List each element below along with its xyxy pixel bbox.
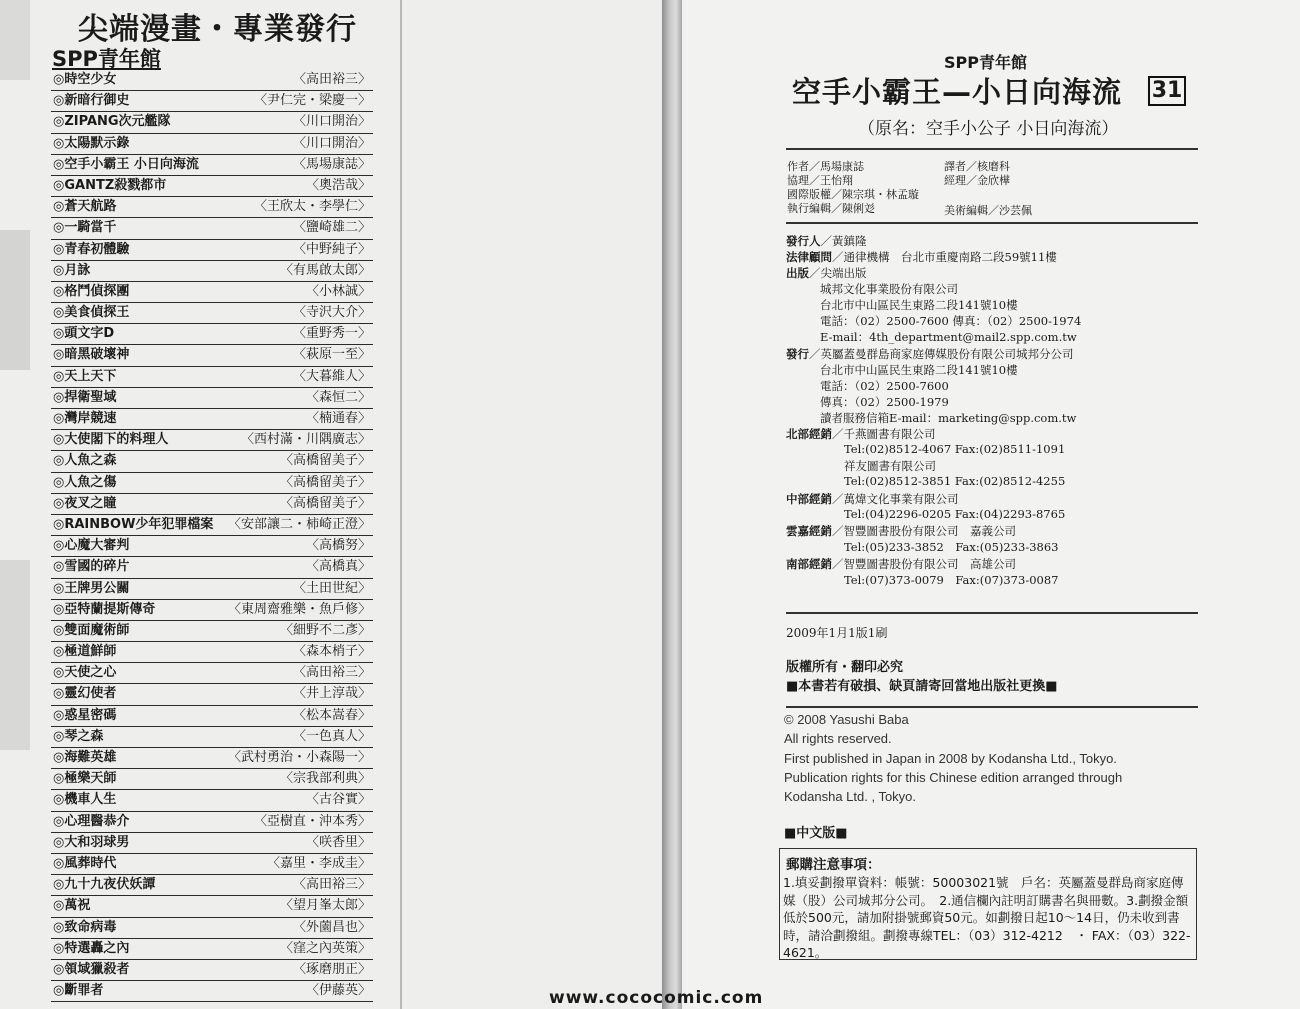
- mail-order-text: 1.填妥劃撥單資料：帳號：50003021號 戶名：英屬蓋曼群島商家庭傳媒（股）公司城邦分公司。 2.通信欄內註明訂購書名與冊數。3.劃撥金額低於500元，請加附掛號郵資50元。如劃撥日起10～14日，仍未收到書時，請洽劃撥組。劃撥專線TEL：（03）312-4212 ・ FAX：（03）322-4621。: [783, 875, 1191, 960]
- publishing-line: [820, 394, 949, 410]
- edge-strip: [0, 230, 30, 370]
- publishing-line: [820, 378, 949, 394]
- catalog-title: ◎太陽默示錄: [53, 135, 130, 151]
- publishing-text: Tel:(07)373-0079 Fax:(07)373-0087: [844, 573, 1059, 587]
- publishing-line: [844, 458, 936, 474]
- catalog-author: 〈亞樹直・沖本秀〉: [253, 813, 371, 829]
- catalog-title: ◎特選轟之內: [53, 940, 130, 956]
- catalog-title: ◎極樂天師: [53, 771, 117, 787]
- publishing-label: 發行: [786, 347, 809, 361]
- catalog-row: [51, 854, 373, 875]
- catalog-row: [51, 769, 373, 790]
- catalog-title: ◎惑星密碼: [53, 707, 117, 723]
- publishing-line: [844, 442, 1065, 456]
- mail-order-heading: 郵購注意事項：: [786, 857, 881, 873]
- copyright-line: © 2008 Yasushi Baba: [784, 712, 909, 727]
- catalog-row: [51, 748, 373, 769]
- catalog-row: [51, 790, 373, 811]
- publishing-line: [820, 410, 1076, 426]
- catalog-row: [51, 303, 373, 324]
- catalog-title: ◎蒼天航路: [53, 199, 117, 215]
- publishing-label: 雲嘉經銷: [786, 524, 832, 538]
- volume-number: 31: [1148, 76, 1186, 106]
- publishing-text: 電話：（02）2500-7600: [820, 379, 949, 393]
- catalog-title: ◎時空少女: [53, 72, 117, 87]
- catalog-row: [51, 112, 373, 133]
- divider: [786, 148, 1198, 150]
- catalog-author: 〈咲香里〉: [305, 834, 371, 850]
- catalog-row: [51, 536, 373, 557]
- catalog-author: 〈川口開治〉: [292, 135, 371, 151]
- catalog-author: 〈王欣太・李學仁〉: [253, 199, 371, 215]
- catalog-row: [51, 345, 373, 366]
- catalog-author: 〈高橋真〉: [305, 559, 371, 575]
- catalog-title: ◎美食偵探王: [53, 305, 130, 321]
- publishing-text: E-mail：4th_department@mail2.spp.com.tw: [820, 330, 1077, 344]
- mail-order-box: [779, 848, 1197, 960]
- catalog-author: 〈川口開治〉: [292, 114, 371, 130]
- copyright-line: All rights reserved.: [784, 731, 892, 746]
- catalog-author: 〈井上淳哉〉: [292, 686, 371, 702]
- edge-strip: [0, 560, 30, 750]
- catalog-author: 〈高田裕三〉: [292, 665, 371, 681]
- publishing-line: [786, 523, 1016, 539]
- publishing-text: 台北市中山區民生東路二段141號10樓: [820, 298, 1018, 312]
- original-title: （原名：空手小公子 小日向海流）: [858, 119, 1119, 139]
- catalog-author: 〈中野純子〉: [292, 241, 371, 257]
- catalog-author: 〈土田世紀〉: [292, 580, 371, 596]
- publishing-line: [786, 249, 1057, 265]
- catalog-author: 〈大暮維人〉: [292, 368, 371, 384]
- catalog-row: [51, 579, 373, 600]
- damage-notice: ■本書若有破損、缺頁請寄回當地出版社更換■: [786, 679, 1058, 694]
- catalog-title: ◎萬祝: [53, 898, 91, 914]
- catalog-title: ◎九十九夜伏妖譚: [53, 877, 156, 893]
- catalog-row: [51, 176, 373, 197]
- catalog-title: ◎格鬥偵探團: [53, 283, 130, 299]
- catalog-author: 〈窪之內英策〉: [279, 940, 371, 956]
- catalog-author: 〈森恒二〉: [305, 389, 371, 405]
- publishing-text: Tel:(02)8512-3851 Fax:(02)8512-4255: [844, 474, 1066, 488]
- publishing-text: ／通律機構 台北市重慶南路二段59號11樓: [832, 250, 1057, 264]
- series-label: SPP青年館: [944, 53, 1027, 72]
- catalog-author: 〈望月峯太郎〉: [279, 898, 371, 914]
- publishing-line: [820, 281, 958, 297]
- publishing-line: [786, 346, 1074, 362]
- catalog-row: [51, 557, 373, 578]
- catalog-title: ◎靈幻使者: [53, 686, 117, 702]
- publishing-line: [820, 297, 1018, 313]
- catalog-row: [51, 960, 373, 981]
- catalog-list: [51, 70, 373, 1002]
- publishing-label: 法律顧問: [786, 250, 832, 264]
- catalog-author: 〈伊藤英〉: [305, 983, 371, 999]
- catalog-title: ◎人魚之森: [53, 453, 117, 469]
- catalog-title: ◎雪國的碎片: [53, 559, 130, 575]
- catalog-author: 〈嘉里・李成圭〉: [266, 855, 371, 871]
- catalog-author: 〈東周齋雅樂・魚戶修〉: [227, 601, 371, 617]
- catalog-row: [51, 833, 373, 854]
- publishing-line: [820, 362, 1018, 378]
- catalog-row: [51, 261, 373, 282]
- catalog-row: [51, 600, 373, 621]
- catalog-row: [51, 155, 373, 176]
- catalog-author: 〈安部讓二・柿崎正澄〉: [227, 516, 371, 532]
- catalog-row: [51, 642, 373, 663]
- chinese-edition-label: ■中文版■: [784, 826, 848, 841]
- catalog-title: ◎夜叉之瞳: [53, 495, 117, 511]
- catalog-author: 〈馬場康誌〉: [292, 156, 371, 172]
- divider: [786, 222, 1198, 224]
- publishing-label: 南部經銷: [786, 557, 832, 571]
- publishing-text: ／智豐圖書股份有限公司 高雄公司: [832, 557, 1016, 571]
- catalog-author: 〈高橋留美子〉: [279, 453, 371, 469]
- credit-line: 協理／王怡翔: [787, 174, 853, 187]
- catalog-title: ◎斷罪者: [53, 983, 104, 999]
- publishing-line: [820, 313, 1081, 329]
- publishing-label: 北部經銷: [786, 427, 832, 441]
- catalog-row: [51, 134, 373, 155]
- catalog-title: ◎GANTZ殺戮都市: [53, 177, 167, 193]
- publishing-text: Tel:(04)2296-0205 Fax:(04)2293-8765: [844, 507, 1066, 521]
- catalog-author: 〈楠通春〉: [305, 411, 371, 426]
- edge-strip: [0, 0, 30, 80]
- credit-line: 執行編輯／陳俐彣: [787, 202, 875, 215]
- divider: [786, 706, 1198, 708]
- catalog-title: ◎致命病毒: [53, 919, 117, 935]
- catalog-row: [51, 896, 373, 917]
- catalog-title: ◎天上天下: [53, 368, 117, 384]
- edition-date: 2009年1月1版1刷: [786, 626, 888, 640]
- publishing-line: [844, 539, 1058, 555]
- catalog-title: ◎一騎當千: [53, 220, 117, 236]
- publishing-text: 台北市中山區民生東路二段141號10樓: [820, 363, 1018, 377]
- catalog-author: 〈古谷實〉: [305, 792, 371, 808]
- catalog-title: ◎月詠: [53, 262, 91, 278]
- publishing-text: 祥友圖書有限公司: [844, 459, 936, 473]
- catalog-author: 〈高橋留美子〉: [279, 495, 371, 511]
- catalog-row: [51, 451, 373, 472]
- catalog-author: 〈小林誠〉: [305, 283, 371, 299]
- catalog-title: ◎新暗行御史: [53, 93, 130, 109]
- copyright-line: Publication rights for this Chinese edition arranged through: [784, 770, 1123, 785]
- catalog-title: ◎天使之心: [53, 665, 117, 681]
- catalog-title: ◎灣岸競速: [53, 411, 117, 426]
- catalog-row: [51, 473, 373, 494]
- catalog-author: 〈外薗昌也〉: [292, 919, 371, 935]
- catalog-row: [51, 981, 373, 1002]
- book-gutter: [662, 0, 682, 1009]
- catalog-row: [51, 388, 373, 409]
- catalog-row: [51, 812, 373, 833]
- catalog-title: ◎頭文字D: [53, 326, 115, 342]
- catalog-row: [51, 240, 373, 261]
- catalog-author: 〈有馬啟太郎〉: [279, 262, 371, 278]
- catalog-title: ◎大和羽球男: [53, 834, 130, 850]
- catalog-row: [51, 197, 373, 218]
- publishing-text: ／英屬蓋曼群島商家庭傳媒股份有限公司城邦分公司: [809, 347, 1074, 361]
- series-heading: SPP青年館: [52, 47, 161, 71]
- catalog-title: ◎ZIPANG次元艦隊: [53, 114, 171, 130]
- catalog-title: ◎雙面魔術師: [53, 622, 130, 638]
- catalog-author: 〈尹仁完・梁慶一〉: [253, 93, 371, 109]
- publishing-label: 出版: [786, 266, 809, 280]
- catalog-row: [51, 684, 373, 705]
- catalog-title: ◎大使閣下的料理人: [53, 432, 169, 448]
- catalog-row: [51, 70, 373, 91]
- catalog-title: ◎暗黑破壞神: [53, 347, 130, 363]
- catalog-author: 〈一色真人〉: [292, 728, 371, 744]
- copyright-line: First published in Japan in 2008 by Kodansha Ltd., Tokyo.: [784, 751, 1117, 766]
- publisher-header: 尖端漫畫・專業發行: [78, 12, 357, 47]
- copyright-line: Kodansha Ltd. , Tokyo.: [784, 789, 917, 804]
- catalog-row: [51, 409, 373, 430]
- credit-line: 美術編輯／沙芸佩: [944, 204, 1032, 217]
- publishing-line: [786, 491, 959, 507]
- publishing-text: ／黃鎮隆: [820, 234, 867, 248]
- catalog-author: 〈森本梢子〉: [292, 644, 371, 660]
- catalog-author: 〈宗我部利典〉: [279, 771, 371, 787]
- catalog-title: ◎極道鮮師: [53, 644, 117, 660]
- credit-line: 國際版權／陳宗琪・林孟璇: [787, 188, 919, 201]
- publishing-line: [786, 556, 1016, 572]
- fold-line: [400, 0, 402, 1009]
- publishing-line: [844, 572, 1058, 588]
- catalog-title: ◎亞特蘭提斯傳奇: [53, 601, 156, 617]
- catalog-author: 〈高橋留美子〉: [279, 474, 371, 490]
- publishing-text: ／萬煒文化事業有限公司: [832, 492, 959, 506]
- catalog-author: 〈高田裕三〉: [292, 72, 371, 87]
- catalog-row: [51, 91, 373, 112]
- catalog-row: [51, 939, 373, 960]
- catalog-author: 〈武村勇治・小森陽一〉: [227, 750, 371, 765]
- catalog-title: ◎心魔大審判: [53, 538, 130, 554]
- catalog-title: ◎領域獵殺者: [53, 961, 130, 977]
- catalog-author: 〈高橋努〉: [305, 538, 371, 554]
- credit-line: 經理／金欣樺: [944, 174, 1010, 187]
- publishing-line: [844, 474, 1065, 488]
- publishing-text: 城邦文化事業股份有限公司: [820, 282, 958, 296]
- catalog-author: 〈琢磨朋正〉: [292, 961, 371, 977]
- catalog-title: ◎青春初體驗: [53, 241, 130, 257]
- publishing-text: 讀者服務信箱E-mail：marketing@spp.com.tw: [820, 411, 1077, 425]
- site-watermark: www.cococomic.com: [549, 988, 764, 1008]
- catalog-row: [51, 918, 373, 939]
- catalog-title: ◎人魚之傷: [53, 474, 117, 490]
- catalog-title: ◎王牌男公關: [53, 580, 130, 596]
- book-title: 空手小霸王—小日向海流: [792, 75, 1123, 109]
- catalog-row: [51, 430, 373, 451]
- publishing-line: [786, 233, 867, 249]
- publishing-text: 電話：（02）2500-7600 傳真：（02）2500-1974: [820, 314, 1082, 328]
- catalog-row: [51, 324, 373, 345]
- publishing-text: 傳真：（02）2500-1979: [820, 395, 949, 409]
- rights-reserved: 版權所有・翻印必究: [786, 660, 904, 675]
- catalog-row: [51, 875, 373, 896]
- catalog-row: [51, 706, 373, 727]
- catalog-author: 〈細野不二彥〉: [279, 622, 371, 638]
- catalog-title: ◎心理醫恭介: [53, 813, 130, 829]
- catalog-author: 〈奧浩哉〉: [305, 177, 371, 193]
- catalog-author: 〈鹽崎雄二〉: [292, 220, 371, 236]
- credit-line: 作者／馬場康誌: [787, 160, 864, 173]
- publishing-text: Tel:(02)8512-4067 Fax:(02)8511-1091: [844, 442, 1066, 456]
- catalog-row: [51, 727, 373, 748]
- catalog-author: 〈西村滿・川隅廣志〉: [240, 432, 371, 448]
- publishing-text: ／尖端出版: [809, 266, 867, 280]
- publishing-text: Tel:(05)233-3852 Fax:(05)233-3863: [844, 540, 1059, 554]
- catalog-row: [51, 494, 373, 515]
- catalog-author: 〈重野秀一〉: [292, 326, 371, 342]
- publishing-label: 發行人: [786, 234, 821, 248]
- catalog-row: [51, 367, 373, 388]
- publishing-line: [820, 329, 1077, 345]
- catalog-author: 〈高田裕三〉: [292, 877, 371, 893]
- catalog-title: ◎機車人生: [53, 792, 117, 808]
- catalog-author: 〈萩原一至〉: [292, 347, 371, 363]
- publishing-text: ／千燕圖書有限公司: [832, 427, 936, 441]
- divider: [786, 612, 1198, 614]
- catalog-title: ◎RAINBOW少年犯罪檔案: [53, 516, 214, 532]
- catalog-row: [51, 218, 373, 239]
- publishing-label: 中部經銷: [786, 492, 832, 506]
- catalog-title: ◎風葬時代: [53, 855, 117, 871]
- publishing-text: ／智豐圖書股份有限公司 嘉義公司: [832, 524, 1016, 538]
- catalog-row: [51, 515, 373, 536]
- catalog-author: 〈松本嵩春〉: [292, 707, 371, 723]
- credit-line: 譯者／核磨科: [944, 160, 1010, 173]
- catalog-row: [51, 282, 373, 303]
- catalog-author: 〈寺沢大介〉: [292, 305, 371, 321]
- catalog-title: ◎捍衛聖域: [53, 389, 117, 405]
- publishing-line: [786, 426, 936, 442]
- catalog-title: ◎琴之森: [53, 728, 104, 744]
- catalog-title: ◎海難英雄: [53, 750, 117, 765]
- catalog-row: [51, 621, 373, 642]
- catalog-row: [51, 663, 373, 684]
- publishing-line: [786, 265, 867, 281]
- catalog-title: ◎空手小霸王 小日向海流: [53, 156, 199, 172]
- publishing-line: [844, 507, 1065, 521]
